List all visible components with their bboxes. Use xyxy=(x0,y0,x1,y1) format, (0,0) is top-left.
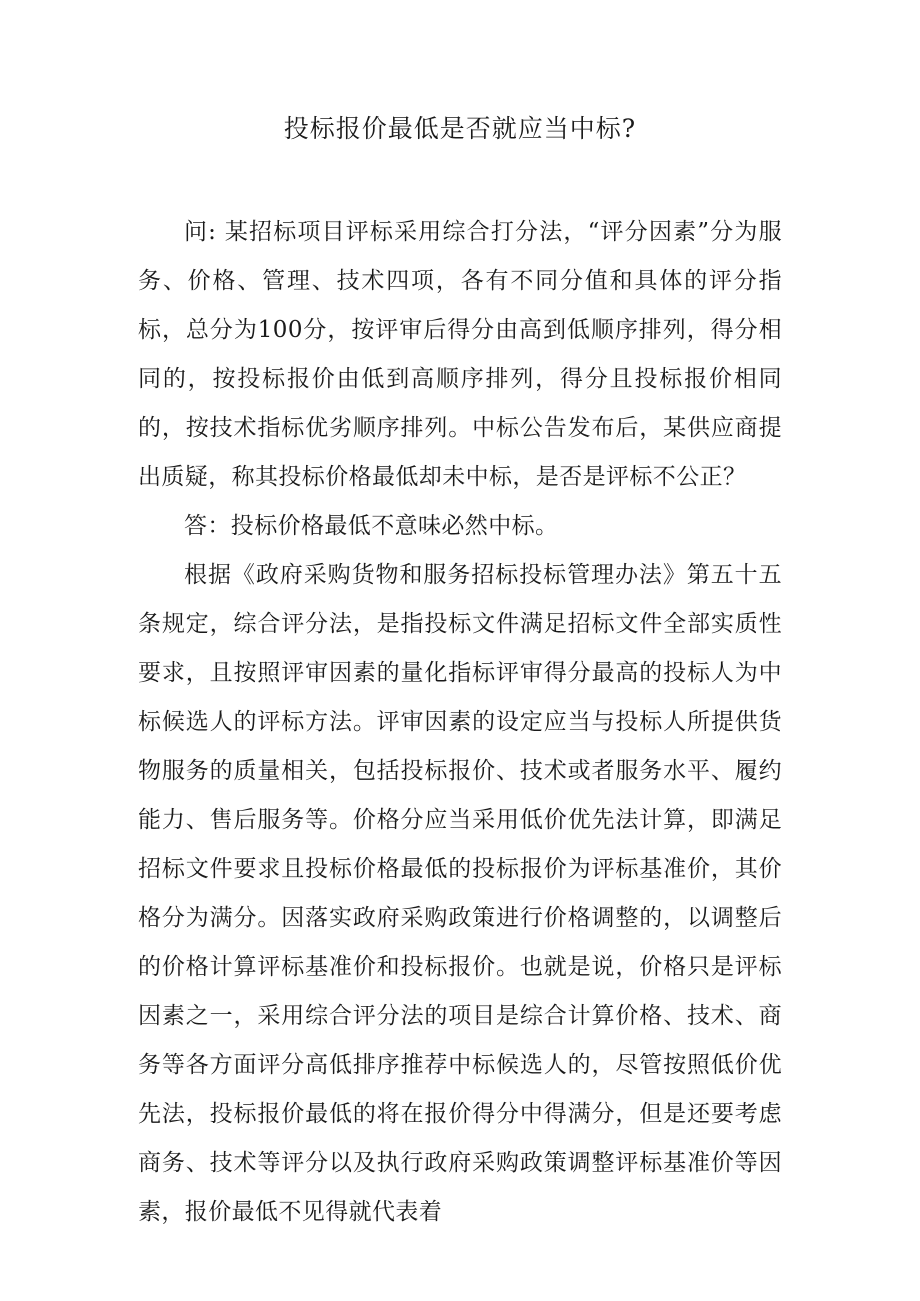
document-title: 投标报价最低是否就应当中标? xyxy=(283,114,637,143)
answer-paragraph: 答：投标价格最低不意味必然中标。 xyxy=(184,513,559,539)
question-paragraph: 问: 某招标项目评标采用综合打分法，“评分因素”分为服务、价格、管理、技术四项，各有不同分值和具体的评分指标，总分为100分，按评审后得分由高到低顺序排列，得分相同的，按投标报价由低到高顺序排列，得分且投标报价相同的，按技术指标优劣顺序排列。中标公告发布后，某供应商提出质疑，称其投标价格最低却未中标，是否是评标不公正？ xyxy=(138,219,782,490)
explanation-paragraph: 根据《政府采购货物和服务招标投标管理办法》第五十五条规定，综合评分法，是指投标文件满足招标文件全部实质性要求，且按照评审因素的量化指标评审得分最高的投标人为中标候选人的评标方法。评审因素的设定应当与投标人所提供货物服务的质量相关，包括投标报价、技术或者服务水平、履约能力、售后服务等。价格分应当采用低价优先法计算，即满足招标文件要求且投标价格最低的投标报价为评标基准价，其价格分为满分。因落实政府采购政策进行价格调整的，以调整后的价格计算评标基准价和投标报价。也就是说，价格只是评标因素之一，采用综合评分法的项目是综合计算价格、技术、商务等各方面评分高低排序推荐中标候选人的，尽管按照低价优先法，投标报价最低的将在报价得分中得满分，但是还要考虑商务、技术等评分以及执行政府采购政策调整评标基准价等因素，报价最低不见得就代表着 xyxy=(138,562,782,1225)
document-body xyxy=(138,208,782,1237)
